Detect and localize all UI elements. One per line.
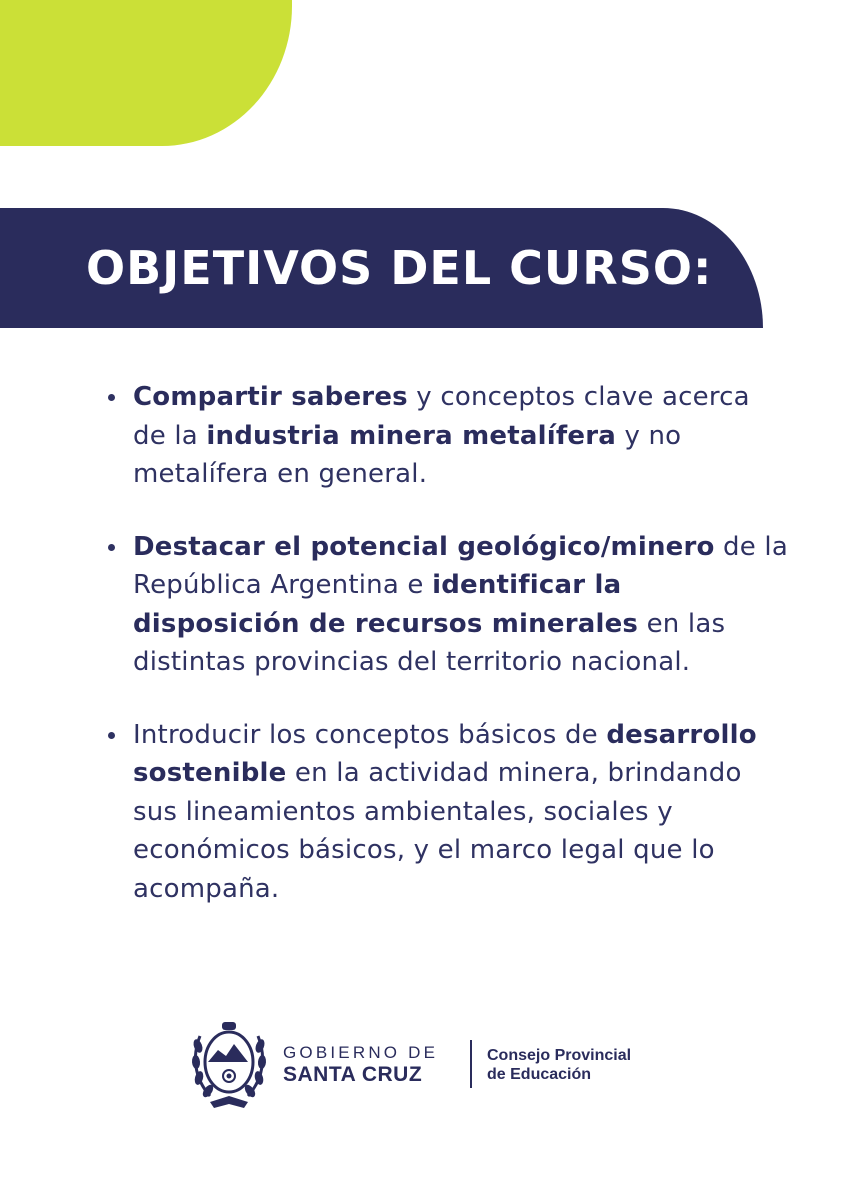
footer-divider (470, 1040, 472, 1088)
objective-text: y conceptos clave acerca de la (133, 382, 759, 451)
footer-branding (190, 1016, 660, 1111)
objective-highlight: identificar la disposición de recursos minerales (133, 570, 639, 639)
decorative-lime-shape (0, 0, 292, 146)
objective-item (108, 378, 788, 494)
objectives-list (108, 378, 797, 942)
objective-highlight: industria minera metalífera (206, 420, 616, 451)
objective-highlight: desarrollo sostenible (133, 719, 767, 788)
objective-text: y no metalífera en general. (133, 420, 690, 489)
province-name: SANTA CRUZ (283, 1063, 423, 1086)
objective-text: de la República Argentina e (133, 531, 797, 600)
objective-text: en la actividad minera, brindando sus lineamientos ambientales, sociales y económicos básicos, y el marco legal que lo acompaña. (133, 758, 751, 904)
objective-item (108, 528, 797, 682)
government-wordmark (283, 1043, 438, 1087)
page-title: OBJETIVOS DEL CURSO: (86, 241, 713, 295)
objective-text: en las distintas provincias del territorio nacional. (133, 608, 734, 677)
council-line-2: de Educación (487, 1066, 592, 1083)
council-wordmark (487, 1046, 631, 1084)
government-label: GOBIERNO DE (283, 1043, 439, 1062)
council-line-1: Consejo Provincial (487, 1047, 632, 1064)
objective-highlight: Destacar el potencial geológico/minero (133, 531, 715, 562)
objective-item (108, 716, 788, 909)
santa-cruz-coat-of-arms-icon (190, 1016, 268, 1110)
objective-text: Introducir los conceptos básicos de (133, 719, 607, 750)
objective-highlight: Compartir saberes (133, 382, 408, 412)
